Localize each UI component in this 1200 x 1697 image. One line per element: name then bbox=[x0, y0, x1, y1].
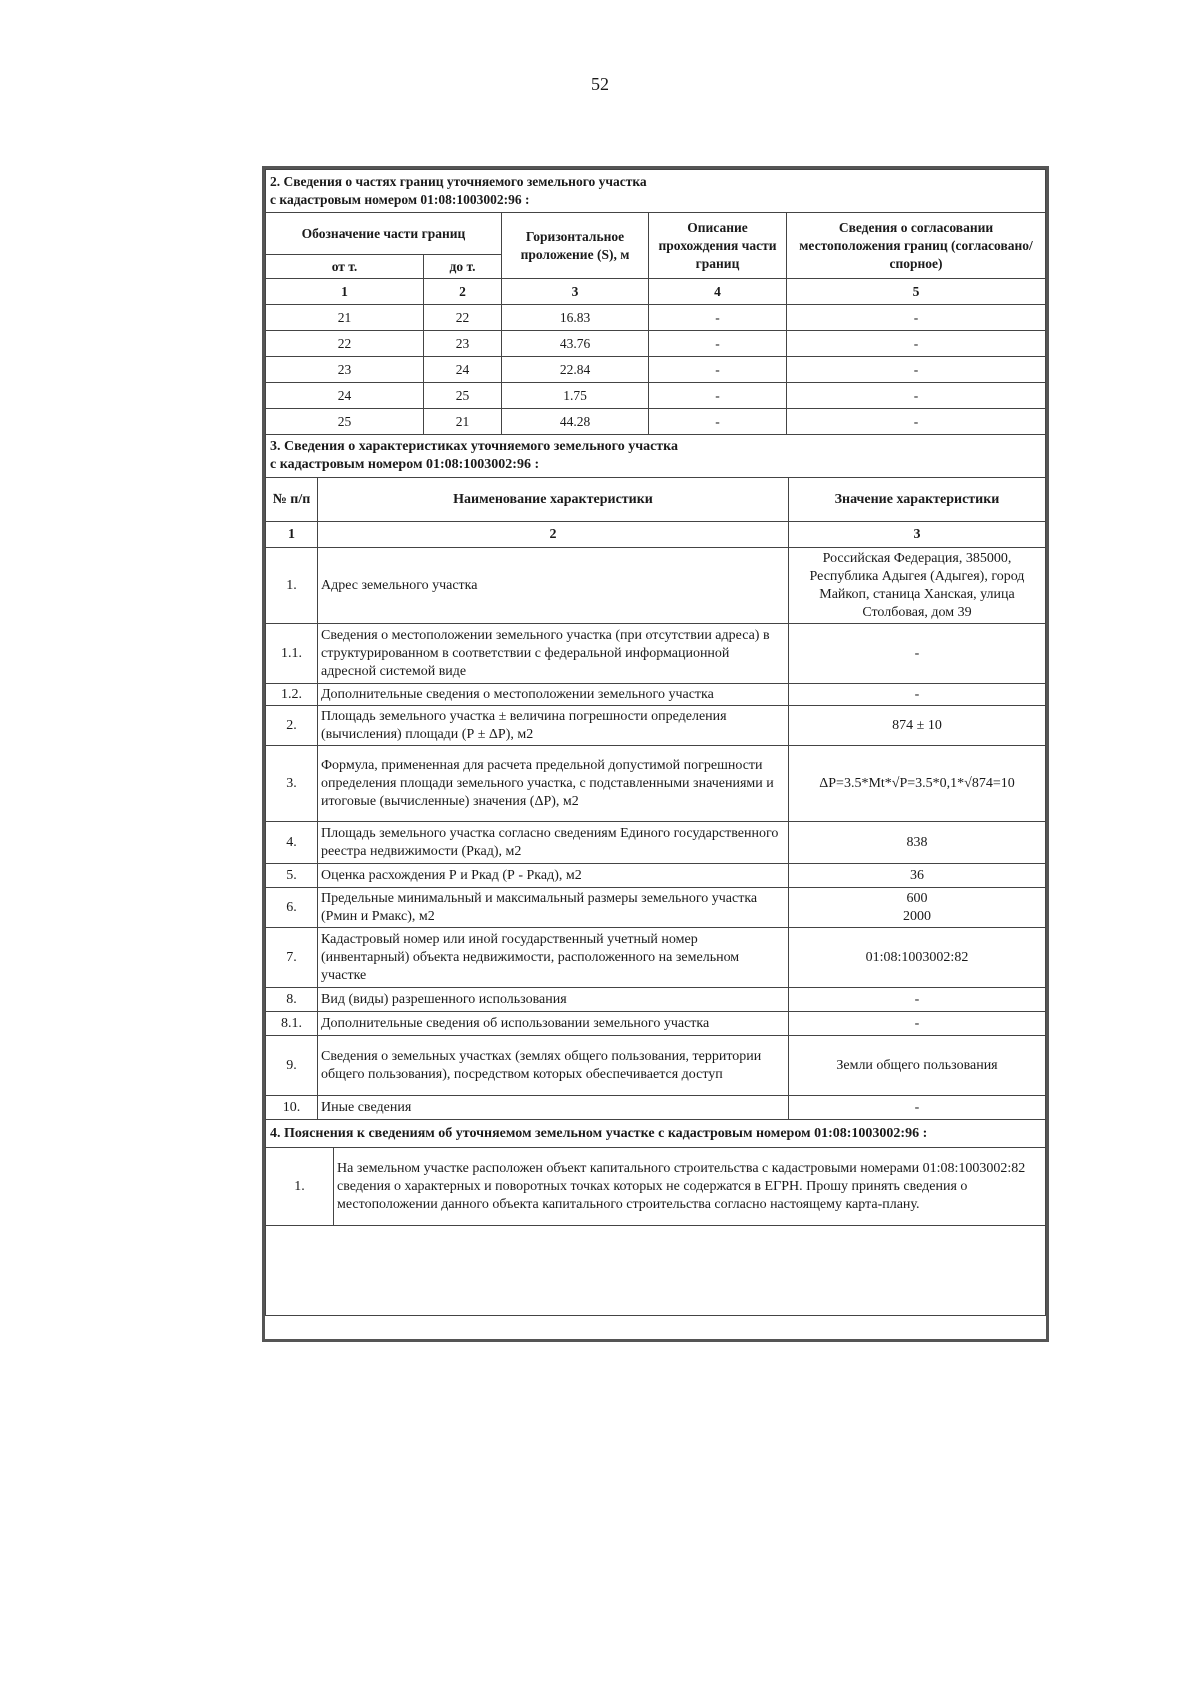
section-3-header-row bbox=[266, 478, 1046, 522]
table-row bbox=[266, 305, 1046, 331]
cell-name: Формула, примененная для расчета предельной допустимой погрешности определения площади земельного участка, с подставленными значениями и итоговые (вычисленные) значения (ΔР), м2 bbox=[318, 746, 789, 822]
cell-name: Оценка расхождения Р и Ркад (Р - Ркад), м2 bbox=[318, 864, 789, 888]
section-2-table bbox=[265, 169, 1046, 435]
section-2-title-row bbox=[266, 170, 1046, 213]
table-row bbox=[266, 383, 1046, 409]
cell-description: - bbox=[649, 409, 787, 435]
cell-name: Иные сведения bbox=[318, 1096, 789, 1120]
section-2-header-row bbox=[266, 213, 1046, 255]
header-description: Описание прохождения части границ bbox=[649, 213, 787, 279]
cell-distance: 44.28 bbox=[502, 409, 649, 435]
table-row bbox=[266, 684, 1046, 706]
cell-num: 9. bbox=[266, 1036, 318, 1096]
cell-to: 22 bbox=[424, 305, 502, 331]
cell-distance: 16.83 bbox=[502, 305, 649, 331]
table-row bbox=[266, 988, 1046, 1012]
cell-num: 10. bbox=[266, 1096, 318, 1120]
section-3-col-numbers bbox=[266, 522, 1046, 548]
header-name: Наименование характеристики bbox=[318, 478, 789, 522]
cell-value: 838 bbox=[789, 822, 1046, 864]
cell-name: Площадь земельного участка ± величина погрешности определения (вычисления) площади (Р ± ΔР), м2 bbox=[318, 706, 789, 746]
cell-num: 3. bbox=[266, 746, 318, 822]
table-row bbox=[266, 409, 1046, 435]
section-4-title-row bbox=[266, 1120, 1046, 1148]
cell-value: - bbox=[789, 1012, 1046, 1036]
table-row bbox=[266, 331, 1046, 357]
cell-from: 24 bbox=[266, 383, 424, 409]
cell-name: Адрес земельного участка bbox=[318, 548, 789, 624]
cell-value: Земли общего пользования bbox=[789, 1036, 1046, 1096]
cell-num: 8. bbox=[266, 988, 318, 1012]
table-row bbox=[266, 1012, 1046, 1036]
cell-value: - bbox=[789, 684, 1046, 706]
table-row bbox=[266, 1096, 1046, 1120]
cell-to: 25 bbox=[424, 383, 502, 409]
section-2-col-numbers bbox=[266, 279, 1046, 305]
header-num: № п/п bbox=[266, 478, 318, 522]
cell-num: 1.2. bbox=[266, 684, 318, 706]
cell-name: Кадастровый номер или иной государственный учетный номер (инвентарный) объекта недвижимости, расположенного на земельном участке bbox=[318, 928, 789, 988]
cell-value: Российская Федерация, 385000, Республика Адыгея (Адыгея), город Майкоп, станица Ханская, улица Столбовая, дом 39 bbox=[789, 548, 1046, 624]
section-3-table bbox=[265, 434, 1046, 1120]
section-2-title bbox=[266, 170, 1046, 213]
col-number: 1 bbox=[266, 522, 318, 548]
header-from: от т. bbox=[266, 255, 424, 279]
page-number: 52 bbox=[591, 74, 609, 94]
table-row bbox=[266, 624, 1046, 684]
header-agreement: Сведения о согласовании местоположения границ (согласовано/спорное) bbox=[787, 213, 1046, 279]
cell-num: 7. bbox=[266, 928, 318, 988]
cell-num: 5. bbox=[266, 864, 318, 888]
cell-name: Сведения о земельных участках (землях общего пользования, территории общего пользования), посредством которых обеспечивается доступ bbox=[318, 1036, 789, 1096]
cell-num: 1.1. bbox=[266, 624, 318, 684]
col-number: 3 bbox=[789, 522, 1046, 548]
cell-name: Дополнительные сведения об использовании земельного участка bbox=[318, 1012, 789, 1036]
cell-agreement: - bbox=[787, 305, 1046, 331]
cell-value: - bbox=[789, 988, 1046, 1012]
cell-from: 23 bbox=[266, 357, 424, 383]
table-row bbox=[266, 706, 1046, 746]
header-to: до т. bbox=[424, 255, 502, 279]
cell-value: 01:08:1003002:82 bbox=[789, 928, 1046, 988]
cell-description: - bbox=[649, 357, 787, 383]
table-row bbox=[266, 928, 1046, 988]
col-number: 3 bbox=[502, 279, 649, 305]
cell-value bbox=[789, 888, 1046, 928]
cell-value: - bbox=[789, 1096, 1046, 1120]
table-row bbox=[266, 822, 1046, 864]
document-frame bbox=[262, 166, 1049, 1342]
col-number: 5 bbox=[787, 279, 1046, 305]
col-number: 1 bbox=[266, 279, 424, 305]
cell-value: ΔР=3.5*Mt*√Р=3.5*0,1*√874=10 bbox=[789, 746, 1046, 822]
cell-value-min: 600 bbox=[906, 890, 928, 906]
cell-distance: 43.76 bbox=[502, 331, 649, 357]
section-3-title-line2: с кадастровым номером 01:08:1003002:96 : bbox=[270, 457, 540, 472]
cell-agreement: - bbox=[787, 383, 1046, 409]
section-3-title bbox=[266, 435, 1046, 478]
cell-value: - bbox=[789, 624, 1046, 684]
cell-to: 23 bbox=[424, 331, 502, 357]
cell-num: 8.1. bbox=[266, 1012, 318, 1036]
cell-from: 21 bbox=[266, 305, 424, 331]
table-row bbox=[266, 1036, 1046, 1096]
cell-agreement: - bbox=[787, 409, 1046, 435]
section-4-title: 4. Пояснения к сведениям об уточняемом земельном участке с кадастровым номером 01:08:1003002:96 : bbox=[266, 1120, 1046, 1148]
header-value: Значение характеристики bbox=[789, 478, 1046, 522]
cell-value-max: 2000 bbox=[903, 908, 931, 924]
cell-description: - bbox=[649, 331, 787, 357]
cell-distance: 22.84 bbox=[502, 357, 649, 383]
table-row bbox=[266, 864, 1046, 888]
section-3-title-line1: 3. Сведения о характеристиках уточняемого земельного участка bbox=[270, 439, 679, 454]
cell-name: Площадь земельного участка согласно сведениям Единого государственного реестра недвижимости (Ркад), м2 bbox=[318, 822, 789, 864]
section-3-title-row bbox=[266, 435, 1046, 478]
cell-name: Предельные минимальный и максимальный размеры земельного участка (Рмин и Рмакс), м2 bbox=[318, 888, 789, 928]
empty-cell bbox=[266, 1226, 1046, 1316]
cell-num: 1. bbox=[266, 1148, 334, 1226]
cell-num: 2. bbox=[266, 706, 318, 746]
empty-row bbox=[266, 1226, 1046, 1316]
cell-agreement: - bbox=[787, 331, 1046, 357]
cell-num: 6. bbox=[266, 888, 318, 928]
table-row bbox=[266, 1148, 1046, 1226]
cell-agreement: - bbox=[787, 357, 1046, 383]
cell-to: 21 bbox=[424, 409, 502, 435]
header-designation: Обозначение части границ bbox=[266, 213, 502, 255]
section-2-title-line2: с кадастровым номером 01:08:1003002:96 : bbox=[270, 192, 530, 207]
cell-from: 25 bbox=[266, 409, 424, 435]
cell-value: 874 ± 10 bbox=[789, 706, 1046, 746]
section-4-table bbox=[265, 1119, 1046, 1316]
section-2-title-line1: 2. Сведения о частях границ уточняемого земельного участка bbox=[270, 174, 647, 189]
cell-name: Дополнительные сведения о местоположении земельного участка bbox=[318, 684, 789, 706]
cell-num: 4. bbox=[266, 822, 318, 864]
cell-value: 36 bbox=[789, 864, 1046, 888]
header-horizontal: Горизонтальное проложение (S), м bbox=[502, 213, 649, 279]
col-number: 2 bbox=[318, 522, 789, 548]
cell-description: - bbox=[649, 305, 787, 331]
cell-num: 1. bbox=[266, 548, 318, 624]
cell-distance: 1.75 bbox=[502, 383, 649, 409]
col-number: 4 bbox=[649, 279, 787, 305]
col-number: 2 bbox=[424, 279, 502, 305]
cell-name: Вид (виды) разрешенного использования bbox=[318, 988, 789, 1012]
cell-name: Сведения о местоположении земельного участка (при отсутствии адреса) в структурированном в соответствии с федеральной информационной адресной системой виде bbox=[318, 624, 789, 684]
cell-from: 22 bbox=[266, 331, 424, 357]
cell-text: На земельном участке расположен объект капитального строительства с кадастровыми номерами 01:08:1003002:82 сведения о характерных и поворотных точках которых не содержатся в ЕГРН. Прошу принять сведения о местоположении данного объекта капитального строительства согласно настоящему карта-плану. bbox=[334, 1148, 1046, 1226]
cell-to: 24 bbox=[424, 357, 502, 383]
table-row bbox=[266, 888, 1046, 928]
table-row bbox=[266, 357, 1046, 383]
table-row bbox=[266, 746, 1046, 822]
cell-description: - bbox=[649, 383, 787, 409]
table-row bbox=[266, 548, 1046, 624]
